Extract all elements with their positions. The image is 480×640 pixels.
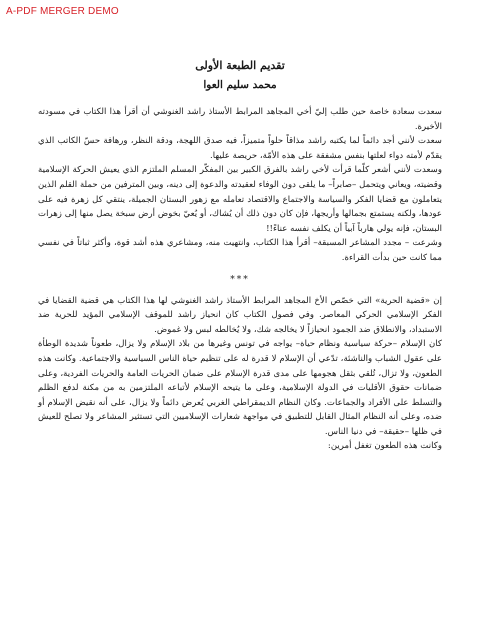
paragraph: وكانت هذه الطعون تغفل أمرين: [327,441,442,452]
paragraph: سعدت سعادة خاصة حين طلب إليّ أخي المجاهد المرابط الأستاذ راشد الغنوشي أن أقرأ هذا الكتاب في مسودته الأخيرة. [38,107,442,132]
watermark-label: A-PDF MERGER DEMO [6,6,119,17]
paragraph: إن «قضية الحرية» التي خصّص الأخ المجاهد المرابط الأستاذ راشد الغنوشي لها هذا الكتاب هي قضية القضايا في الفكر الإسلامي الحركي المعاصر. وفي فصول الكتاب كان انحياز راشد للموقف الإسلامي المؤيد للحرية ضد الاستبداد، والانطلاق ضد الجمود انحيازاً لا يخالجه شك، ولا يُخالطه لبس ولا غموض. [38,295,442,335]
paragraph: وشرعت – مجدد المشاعر المسبقة– أقرأ هذا الكتاب، وانتهيت منه، ومشاعري هذه أشد قوة، وأكثر ثباتاً في نفسي مما كانت حين بدأت القراءة. [38,238,442,263]
document-page [38,58,442,454]
section-separator: *** [230,274,250,285]
page-title: تقديم الطبعة الأولى [195,59,285,72]
paragraph: وسعدت لأنني أشعر كلّما قرأت لأخي راشد بالفرق الكبير بين المفكّر المسلم الملتزم الذي يعيش الحركة الإسلامية وقضيته، ويعاني ويتحمل –صابراً– ما يلقى دون الوفاء لعقيدته والدعوة إلى دينه، وبين المترفين من حملة القلم الذين يتعاملون مع قضايا الفكر والسياسة والاجتماع والاقتصاد تعامله مع زهور البستان الجميلة، ينتقي كل زهرة فيه على عودها، ولكنه يستمتع بجمالها وأريجها، فإن كان دون ذلك أن يُشاك، أو يُعيّ بخوض أرض سبخة يصل منها إلى زهرات البستان، فإنه يولي هارباً آبياً أن يكلف نفسه عناءً!! [38,165,442,234]
paragraph: سعدت لأنني أجد دائماً لما يكتبه راشد مذاقاً حلواً متميزاً، فيه صدق اللهجة، ودقة النظر، ورهافة حسّ الكاتب الذي يقدّم لأمته دواء لعلتها بنفس مشفقة على هذه الأمّة، حريصة عليها. [38,136,442,161]
paragraph: كان الإسلام –حركة سياسية ونظام حياة– يواجه في تونس وغيرها من بلاد الإسلام ولا يزال، طعوناً شديدة الوطأة على عقول الشباب والناشئة، تدّعي أن الإسلام لا قدرة له على تنظيم حياة الناس السياسية والاجتماعية. وكانت هذه الطعون، ولا تزال، تُلقي بثقل هجومها على مدى قدرة الإسلام على ضمان الحريات العامة والحريات الفردية، وعلى ضمانات حقوق الأقليات في الدولة الإسلامية، وعلى ما يتيحه الإسلام لأتباعه الملتزمين به من مكنة لدفع الظلم والتسلط على الأفراد والجماعات. وكان النظام الديمقراطي الغربي يُعرض دائماً ولا يزال، على أنه نقيض الإسلام أو ضده، وعلى أنه النظام المثال القابل للتطبيق في مواجهة شعارات الإسلاميين التي تستثير المشاعر ولا تصلح للعيش في ظلها –حقيقة– في دنيا الناس. [38,339,442,437]
author-name: محمد سليم العوا [203,79,277,91]
